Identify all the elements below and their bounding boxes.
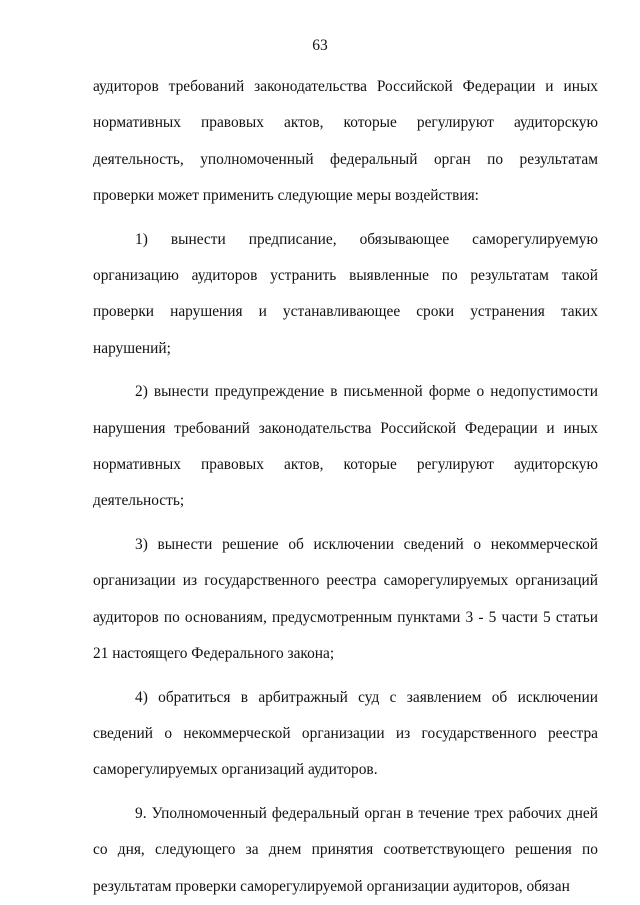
paragraph-continuation: аудиторов требований законодательства Российской Федерации и иных нормативных правовых актов, которые регулируют аудиторскую деятельность, уполномоченный федеральный орган по результатам проверки может применить следующие меры воздействия: <box>93 78 598 205</box>
paragraph-measure-2: 2) вынести предупреждение в письменной форме о недопустимости нарушения требований законодательства Российской Федерации и иных нормативных правовых актов, которые регулируют аудиторскую деятельность; <box>93 383 598 510</box>
paragraph-measure-3: 3) вынести решение об исключении сведений о некоммерческой организации из государственного реестра саморегулируемых организаций аудиторов по основаниям, предусмотренным пунктами 3 - 5 части 5 статьи 21 настоящего Федерального закона; <box>93 535 598 663</box>
page-number: 63 <box>312 37 328 54</box>
paragraph-measure-4: 4) обратиться в арбитражный суд с заявлением об исключении сведений о некоммерческой организации из государственного реестра саморегулируемых организаций аудиторов. <box>93 688 598 779</box>
document-body <box>93 69 598 905</box>
paragraph-item-9: 9. Уполномоченный федеральный орган в течение трех рабочих дней со дня, следующего за днем принятия соответствующего решения по результатам проверки саморегулируемой организации аудиторов, обязан <box>93 804 598 895</box>
paragraph-measure-1: 1) вынести предписание, обязывающее саморегулируемую организацию аудиторов устранить выявленные по результатам такой проверки нарушения и устанавливающее сроки устранения таких нарушений; <box>93 230 598 357</box>
